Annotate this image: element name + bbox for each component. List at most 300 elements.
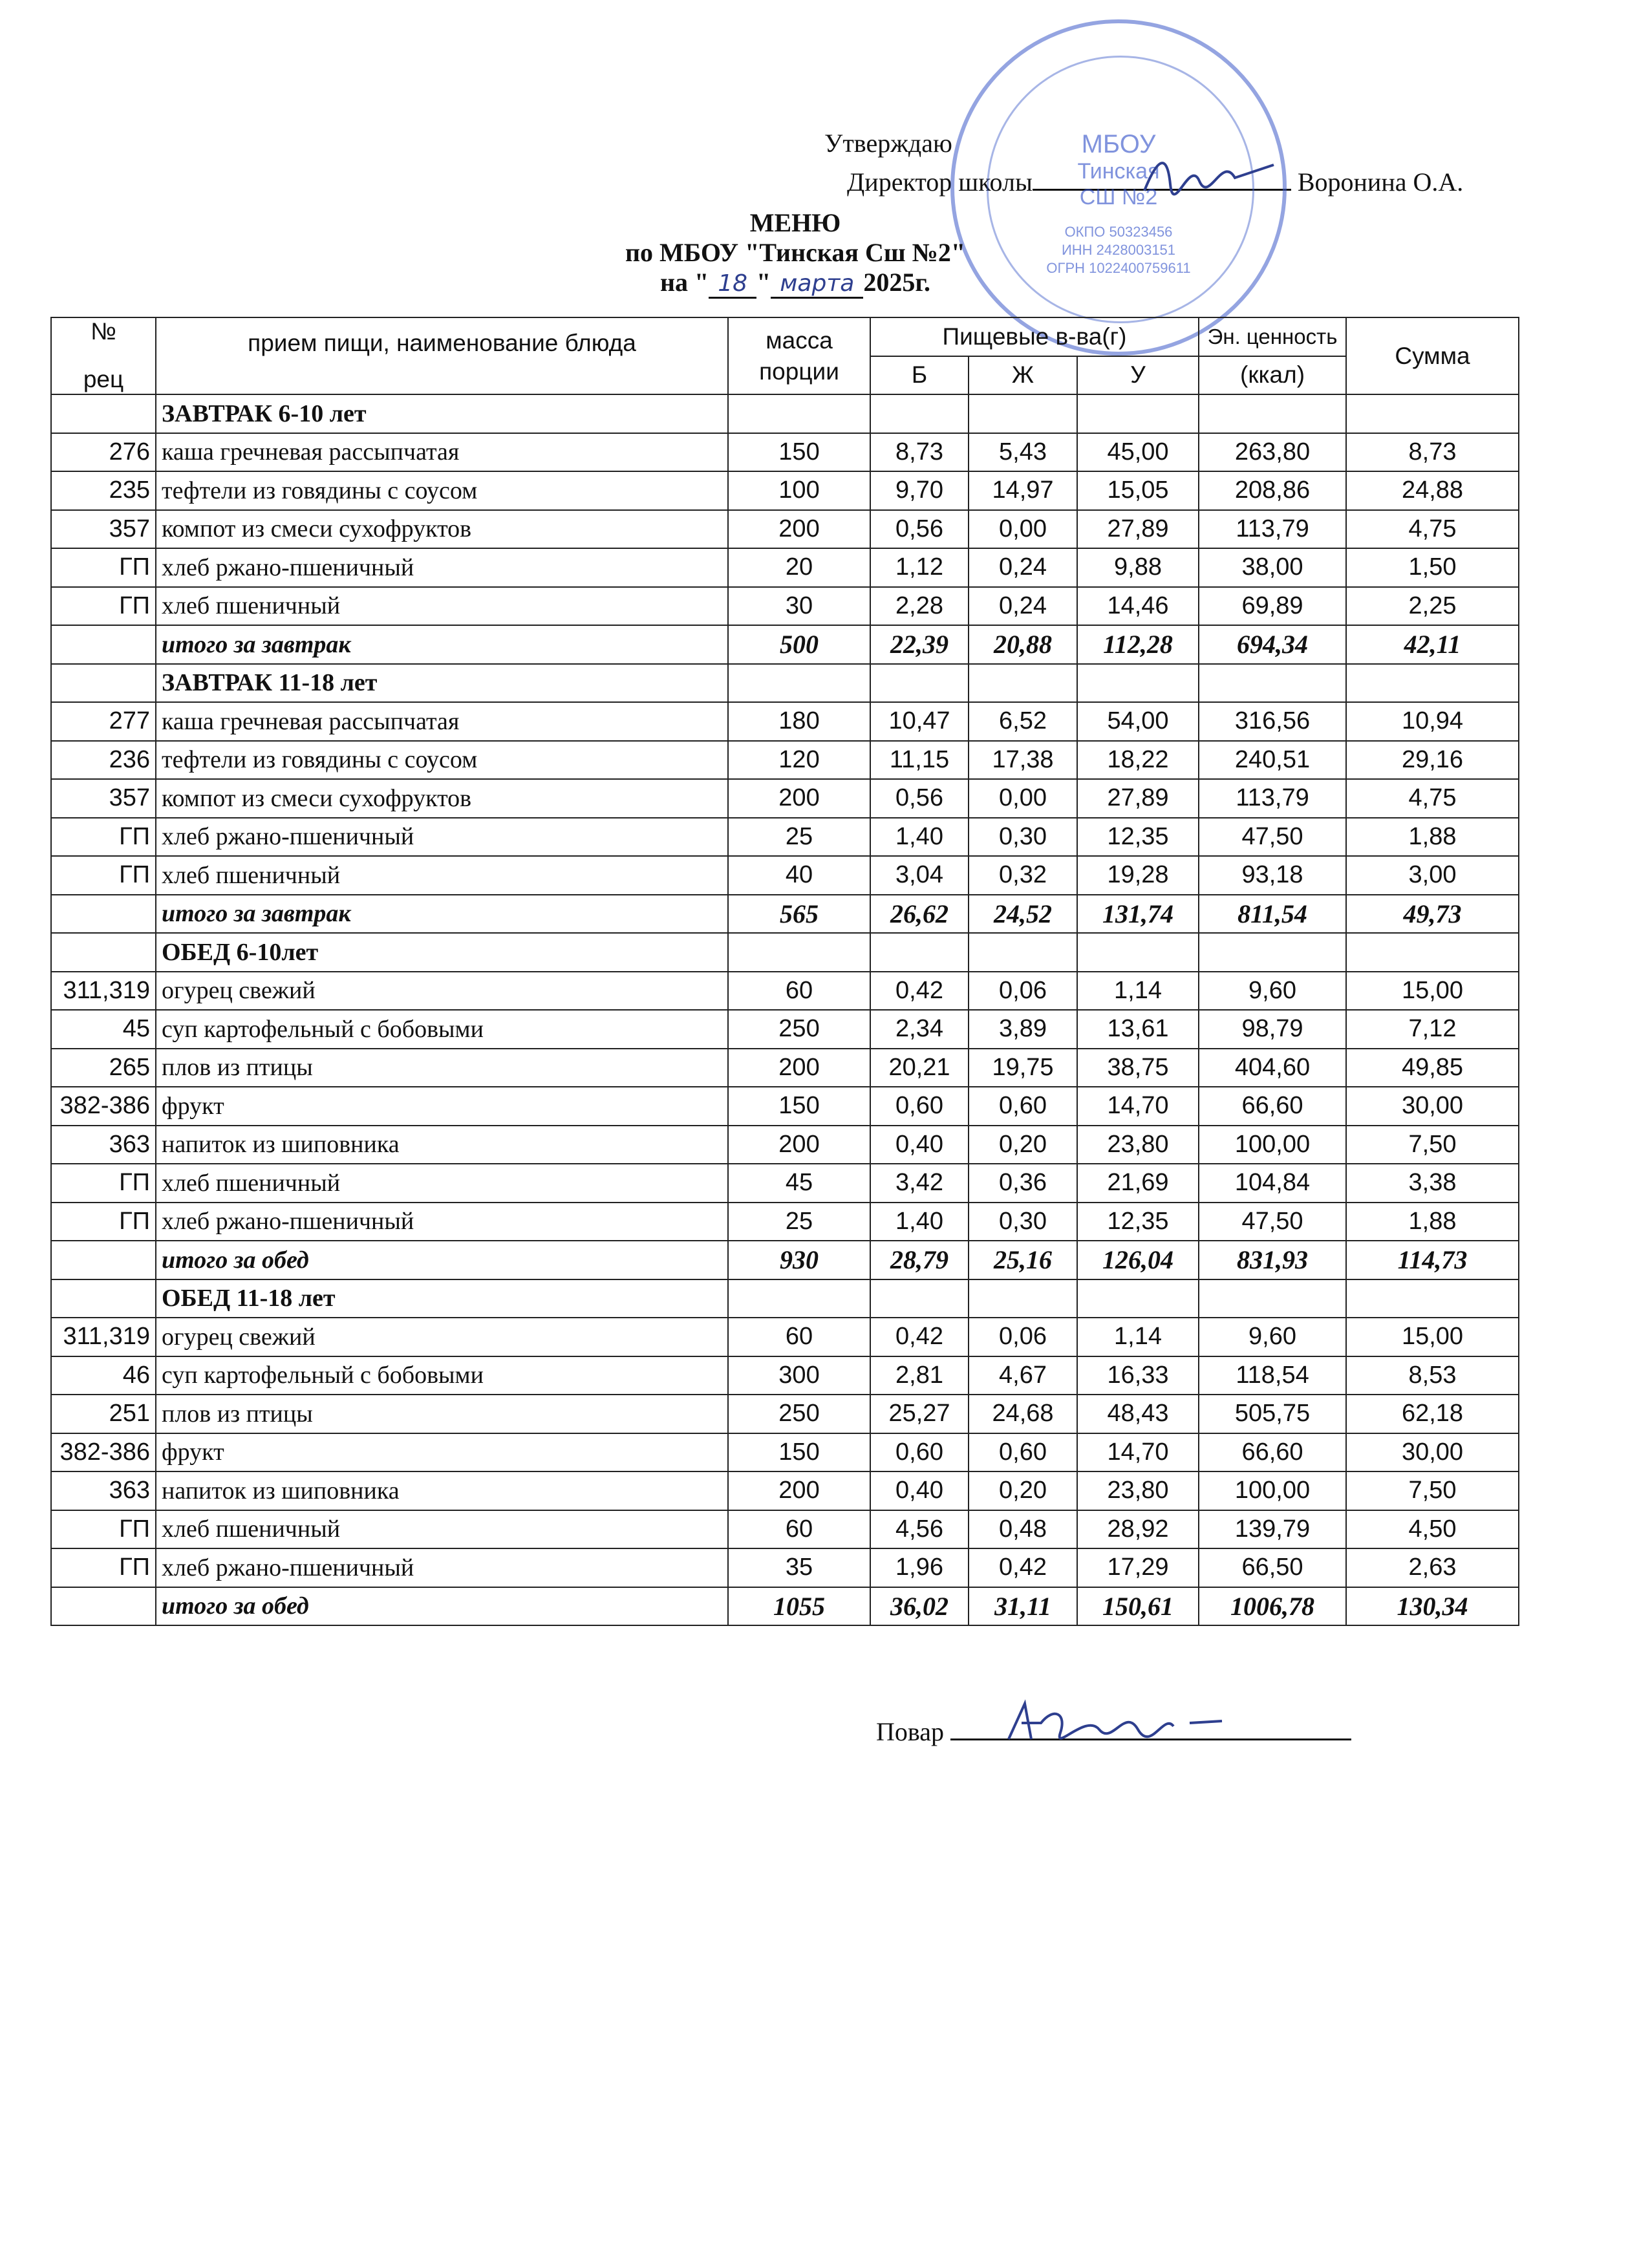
cell-dish-name: итого за завтрак [156, 625, 728, 664]
cell-energy: 66,60 [1199, 1433, 1346, 1472]
table-row [51, 1510, 1519, 1549]
cell-energy [1199, 1279, 1346, 1318]
cell-fat: 19,75 [969, 1049, 1077, 1087]
cell-protein: 2,28 [870, 587, 969, 626]
cell-rec [51, 664, 156, 703]
table-row [51, 1548, 1519, 1587]
stamp-org: МБОУ [1081, 130, 1156, 158]
cell-carbs: 13,61 [1077, 1010, 1199, 1049]
cell-sum: 24,88 [1346, 471, 1519, 510]
cell-energy: 69,89 [1199, 587, 1346, 626]
cell-carbs: 1,14 [1077, 1318, 1199, 1356]
cell-fat: 5,43 [969, 433, 1077, 472]
cell-sum: 4,75 [1346, 779, 1519, 818]
cell-protein: 4,56 [870, 1510, 969, 1549]
cell-dish-name: плов из птицы [156, 1395, 728, 1433]
section-row [51, 664, 1519, 703]
cell-sum [1346, 664, 1519, 703]
cell-carbs: 23,80 [1077, 1471, 1199, 1510]
cell-carbs: 27,89 [1077, 779, 1199, 818]
cell-carbs: 45,00 [1077, 433, 1199, 472]
cell-dish-name: хлеб ржано-пшеничный [156, 1548, 728, 1587]
cell-dish-name: плов из птицы [156, 1049, 728, 1087]
cell-rec: 363 [51, 1126, 156, 1164]
cell-carbs: 150,61 [1077, 1587, 1199, 1626]
cell-dish-name: компот из смеси сухофруктов [156, 510, 728, 549]
cell-dish-name: хлеб пшеничный [156, 856, 728, 895]
cell-sum [1346, 394, 1519, 433]
section-row [51, 933, 1519, 972]
cell-sum: 1,88 [1346, 1203, 1519, 1241]
cell-rec: 357 [51, 510, 156, 549]
cell-fat: 4,67 [969, 1356, 1077, 1395]
cell-sum: 130,34 [1346, 1587, 1519, 1626]
cell-sum [1346, 1279, 1519, 1318]
date-suffix: 2025г. [863, 268, 931, 297]
cell-mass: 25 [728, 1203, 870, 1241]
cell-fat: 0,32 [969, 856, 1077, 895]
cell-fat: 0,24 [969, 548, 1077, 587]
cell-dish-name: напиток из шиповника [156, 1471, 728, 1510]
cell-carbs: 54,00 [1077, 702, 1199, 741]
cell-protein [870, 394, 969, 433]
cell-fat: 0,60 [969, 1433, 1077, 1472]
cell-sum: 8,73 [1346, 433, 1519, 472]
cell-mass: 60 [728, 972, 870, 1011]
cell-energy: 316,56 [1199, 702, 1346, 741]
cell-mass [728, 394, 870, 433]
total-row [51, 1587, 1519, 1626]
cell-energy [1199, 394, 1346, 433]
cell-rec: 357 [51, 779, 156, 818]
table-header-row-1 [51, 317, 1519, 356]
cell-carbs: 27,89 [1077, 510, 1199, 549]
table-row [51, 1203, 1519, 1241]
header-b: Б [870, 356, 969, 395]
cell-rec: 236 [51, 741, 156, 780]
cell-carbs: 18,22 [1077, 741, 1199, 780]
cell-fat: 0,24 [969, 587, 1077, 626]
cell-fat: 0,36 [969, 1164, 1077, 1203]
menu-title-block [530, 208, 1060, 299]
cell-fat: 0,30 [969, 1203, 1077, 1241]
cell-protein: 11,15 [870, 741, 969, 780]
header-rec-top: № [91, 318, 116, 345]
cell-dish-name: тефтели из говядины с соусом [156, 741, 728, 780]
cell-rec: 265 [51, 1049, 156, 1087]
cell-dish-name: итого за обед [156, 1241, 728, 1279]
table-row [51, 1318, 1519, 1356]
cell-energy: 104,84 [1199, 1164, 1346, 1203]
cell-mass: 930 [728, 1241, 870, 1279]
cell-mass: 20 [728, 548, 870, 587]
section-row [51, 394, 1519, 433]
menu-table [50, 317, 1519, 1626]
cell-mass: 60 [728, 1318, 870, 1356]
cell-energy: 694,34 [1199, 625, 1346, 664]
cell-mass: 45 [728, 1164, 870, 1203]
table-row [51, 1356, 1519, 1395]
cell-rec [51, 933, 156, 972]
cell-protein: 3,04 [870, 856, 969, 895]
cell-dish-name: хлеб пшеничный [156, 1510, 728, 1549]
cell-carbs: 14,46 [1077, 587, 1199, 626]
table-row [51, 548, 1519, 587]
cell-sum: 30,00 [1346, 1433, 1519, 1472]
cell-dish-name: огурец свежий [156, 1318, 728, 1356]
cell-mass: 200 [728, 1049, 870, 1087]
cell-carbs: 19,28 [1077, 856, 1199, 895]
cell-fat: 0,60 [969, 1087, 1077, 1126]
director-line [847, 167, 1463, 197]
cell-dish-name: фрукт [156, 1433, 728, 1472]
cell-protein: 25,27 [870, 1395, 969, 1433]
cell-dish-name: суп картофельный с бобовыми [156, 1010, 728, 1049]
cell-energy: 505,75 [1199, 1395, 1346, 1433]
cell-energy: 100,00 [1199, 1126, 1346, 1164]
cell-dish-name: компот из смеси сухофруктов [156, 779, 728, 818]
cell-dish-name: хлеб пшеничный [156, 587, 728, 626]
cell-carbs: 15,05 [1077, 471, 1199, 510]
cell-energy: 9,60 [1199, 972, 1346, 1011]
cell-rec [51, 394, 156, 433]
cell-carbs: 9,88 [1077, 548, 1199, 587]
cell-carbs: 131,74 [1077, 895, 1199, 934]
table-row [51, 510, 1519, 549]
cell-sum: 29,16 [1346, 741, 1519, 780]
total-row [51, 625, 1519, 664]
cell-carbs: 1,14 [1077, 972, 1199, 1011]
cell-dish-name: ОБЕД 11-18 лет [156, 1279, 728, 1318]
cell-rec: 45 [51, 1010, 156, 1049]
table-row [51, 702, 1519, 741]
table-row [51, 433, 1519, 472]
cell-rec: ГП [51, 1203, 156, 1241]
menu-school: по МБОУ "Тинская Сш №2" [625, 238, 966, 267]
cell-sum: 62,18 [1346, 1395, 1519, 1433]
cell-sum: 10,94 [1346, 702, 1519, 741]
table-row [51, 587, 1519, 626]
cell-sum: 3,00 [1346, 856, 1519, 895]
table-row [51, 1126, 1519, 1164]
cell-mass: 250 [728, 1010, 870, 1049]
cell-rec: 311,319 [51, 1318, 156, 1356]
cell-protein: 0,56 [870, 779, 969, 818]
director-signature-line [1033, 169, 1291, 191]
header-zh: Ж [969, 356, 1077, 395]
cell-mass: 200 [728, 1126, 870, 1164]
cell-mass: 120 [728, 741, 870, 780]
cell-mass: 150 [728, 433, 870, 472]
header-nutrients: Пищевые в-ва(г) [870, 317, 1199, 356]
cell-rec: ГП [51, 856, 156, 895]
cell-fat [969, 664, 1077, 703]
header-mass: масса порции [728, 317, 870, 394]
cell-protein: 8,73 [870, 433, 969, 472]
cell-protein: 9,70 [870, 471, 969, 510]
cell-rec [51, 1279, 156, 1318]
menu-date [530, 268, 1060, 299]
table-row [51, 1087, 1519, 1126]
director-label: Директор школы [847, 167, 1033, 197]
table-row [51, 972, 1519, 1011]
cell-carbs: 126,04 [1077, 1241, 1199, 1279]
cell-mass: 200 [728, 1471, 870, 1510]
stamp-name-2: СШ №2 [1079, 185, 1158, 209]
cell-sum: 4,50 [1346, 1510, 1519, 1549]
cell-sum: 49,85 [1346, 1049, 1519, 1087]
header-rec-bottom: рец [83, 366, 124, 392]
cell-protein: 0,60 [870, 1433, 969, 1472]
cell-rec [51, 1241, 156, 1279]
cell-dish-name: хлеб ржано-пшеничный [156, 1203, 728, 1241]
cell-dish-name: тефтели из говядины с соусом [156, 471, 728, 510]
cell-protein: 0,42 [870, 972, 969, 1011]
cook-line [876, 1717, 1351, 1747]
cell-mass [728, 933, 870, 972]
cell-rec: 46 [51, 1356, 156, 1395]
cell-mass: 565 [728, 895, 870, 934]
cell-energy: 47,50 [1199, 818, 1346, 857]
cell-dish-name: суп картофельный с бобовыми [156, 1356, 728, 1395]
cell-energy: 240,51 [1199, 741, 1346, 780]
cell-carbs: 28,92 [1077, 1510, 1199, 1549]
cell-dish-name: ЗАВТРАК 11-18 лет [156, 664, 728, 703]
cell-sum: 7,50 [1346, 1471, 1519, 1510]
cell-fat: 0,48 [969, 1510, 1077, 1549]
cell-carbs: 14,70 [1077, 1087, 1199, 1126]
cell-fat [969, 394, 1077, 433]
cell-fat: 25,16 [969, 1241, 1077, 1279]
cell-fat [969, 1279, 1077, 1318]
cell-energy [1199, 933, 1346, 972]
cell-sum: 15,00 [1346, 972, 1519, 1011]
cell-carbs: 38,75 [1077, 1049, 1199, 1087]
cell-fat: 24,68 [969, 1395, 1077, 1433]
cell-rec [51, 625, 156, 664]
cell-protein: 0,60 [870, 1087, 969, 1126]
cell-dish-name: ЗАВТРАК 6-10 лет [156, 394, 728, 433]
cell-protein: 0,40 [870, 1126, 969, 1164]
menu-table-body [51, 394, 1519, 1625]
cell-protein: 1,96 [870, 1548, 969, 1587]
cell-fat: 0,06 [969, 972, 1077, 1011]
cell-dish-name: напиток из шиповника [156, 1126, 728, 1164]
cell-dish-name: хлеб ржано-пшеничный [156, 548, 728, 587]
cell-mass: 60 [728, 1510, 870, 1549]
cell-fat: 6,52 [969, 702, 1077, 741]
cell-carbs: 23,80 [1077, 1126, 1199, 1164]
cell-sum: 49,73 [1346, 895, 1519, 934]
cell-dish-name: хлеб ржано-пшеничный [156, 818, 728, 857]
cell-protein: 1,40 [870, 1203, 969, 1241]
cell-sum: 15,00 [1346, 1318, 1519, 1356]
date-prefix: на " [659, 268, 709, 297]
cell-fat: 0,42 [969, 1548, 1077, 1587]
cell-energy: 66,50 [1199, 1548, 1346, 1587]
table-row [51, 471, 1519, 510]
date-month: марта [771, 270, 863, 299]
cell-fat: 0,20 [969, 1126, 1077, 1164]
cell-fat: 24,52 [969, 895, 1077, 934]
table-row [51, 1471, 1519, 1510]
cell-protein: 0,56 [870, 510, 969, 549]
cell-mass: 150 [728, 1433, 870, 1472]
cell-protein: 2,34 [870, 1010, 969, 1049]
cell-sum: 8,53 [1346, 1356, 1519, 1395]
cell-fat: 31,11 [969, 1587, 1077, 1626]
cell-mass: 200 [728, 779, 870, 818]
cell-carbs [1077, 933, 1199, 972]
cell-rec: 382-386 [51, 1433, 156, 1472]
cell-carbs: 21,69 [1077, 1164, 1199, 1203]
cell-dish-name: хлеб пшеничный [156, 1164, 728, 1203]
cell-rec [51, 895, 156, 934]
section-row [51, 1279, 1519, 1318]
cell-rec: 363 [51, 1471, 156, 1510]
cell-mass: 200 [728, 510, 870, 549]
cell-protein: 28,79 [870, 1241, 969, 1279]
cell-energy: 263,80 [1199, 433, 1346, 472]
cell-dish-name: ОБЕД 6-10лет [156, 933, 728, 972]
cell-energy: 208,86 [1199, 471, 1346, 510]
cell-sum: 42,11 [1346, 625, 1519, 664]
cell-protein: 10,47 [870, 702, 969, 741]
cell-energy: 404,60 [1199, 1049, 1346, 1087]
cell-sum: 2,25 [1346, 587, 1519, 626]
total-row [51, 1241, 1519, 1279]
menu-title: МЕНЮ [749, 208, 841, 237]
cell-fat: 0,00 [969, 779, 1077, 818]
cell-fat: 20,88 [969, 625, 1077, 664]
cell-mass: 25 [728, 818, 870, 857]
approve-label: Утверждаю [824, 129, 952, 158]
cell-energy: 118,54 [1199, 1356, 1346, 1395]
cell-energy: 113,79 [1199, 510, 1346, 549]
cell-energy: 811,54 [1199, 895, 1346, 934]
header-energy: Эн. ценность [1199, 317, 1346, 356]
cell-energy [1199, 664, 1346, 703]
cell-mass: 40 [728, 856, 870, 895]
header-energy-unit: (ккал) [1199, 356, 1346, 395]
cell-mass: 35 [728, 1548, 870, 1587]
total-row [51, 895, 1519, 934]
cell-rec: ГП [51, 1510, 156, 1549]
cell-mass [728, 664, 870, 703]
cell-sum: 30,00 [1346, 1087, 1519, 1126]
cell-mass: 500 [728, 625, 870, 664]
cell-dish-name: итого за обед [156, 1587, 728, 1626]
cell-fat: 17,38 [969, 741, 1077, 780]
cell-mass: 100 [728, 471, 870, 510]
cell-energy: 1006,78 [1199, 1587, 1346, 1626]
cell-protein: 0,42 [870, 1318, 969, 1356]
cell-energy: 38,00 [1199, 548, 1346, 587]
cell-dish-name: огурец свежий [156, 972, 728, 1011]
cell-mass: 250 [728, 1395, 870, 1433]
cell-mass: 150 [728, 1087, 870, 1126]
table-row [51, 1164, 1519, 1203]
date-day: 18 [709, 270, 756, 299]
cell-protein [870, 933, 969, 972]
table-row [51, 779, 1519, 818]
cell-fat: 0,30 [969, 818, 1077, 857]
table-row [51, 1433, 1519, 1472]
cell-fat: 0,20 [969, 1471, 1077, 1510]
cell-rec: 277 [51, 702, 156, 741]
cell-energy: 93,18 [1199, 856, 1346, 895]
cell-rec: ГП [51, 548, 156, 587]
stamp-ogrn: ОГРН 1022400759611 [1046, 260, 1191, 276]
cell-carbs [1077, 664, 1199, 703]
cell-sum: 7,50 [1346, 1126, 1519, 1164]
cell-protein: 3,42 [870, 1164, 969, 1203]
cell-carbs: 17,29 [1077, 1548, 1199, 1587]
cell-sum: 114,73 [1346, 1241, 1519, 1279]
cell-rec: 235 [51, 471, 156, 510]
header-sum: Сумма [1346, 317, 1519, 394]
cook-signature-line [950, 1719, 1351, 1740]
cell-carbs: 16,33 [1077, 1356, 1199, 1395]
cell-rec: 311,319 [51, 972, 156, 1011]
cell-energy: 139,79 [1199, 1510, 1346, 1549]
cell-dish-name: каша гречневая рассыпчатая [156, 433, 728, 472]
cell-energy: 9,60 [1199, 1318, 1346, 1356]
cell-energy: 66,60 [1199, 1087, 1346, 1126]
header-name: прием пищи, наименование блюда [156, 317, 728, 394]
cell-protein: 20,21 [870, 1049, 969, 1087]
cell-carbs: 12,35 [1077, 1203, 1199, 1241]
cell-rec: 382-386 [51, 1087, 156, 1126]
cell-carbs: 14,70 [1077, 1433, 1199, 1472]
cell-fat [969, 933, 1077, 972]
cell-protein: 1,12 [870, 548, 969, 587]
cell-fat: 0,00 [969, 510, 1077, 549]
cell-protein: 36,02 [870, 1587, 969, 1626]
cell-rec: ГП [51, 818, 156, 857]
cell-energy: 98,79 [1199, 1010, 1346, 1049]
cell-carbs [1077, 394, 1199, 433]
cell-mass: 30 [728, 587, 870, 626]
cell-rec: 251 [51, 1395, 156, 1433]
cell-sum: 4,75 [1346, 510, 1519, 549]
table-row [51, 741, 1519, 780]
table-row [51, 818, 1519, 857]
cell-rec [51, 1587, 156, 1626]
director-name: Воронина О.А. [1297, 167, 1464, 197]
header-rec [51, 317, 156, 394]
cell-rec: 276 [51, 433, 156, 472]
table-row [51, 856, 1519, 895]
cell-energy: 100,00 [1199, 1471, 1346, 1510]
cell-sum: 3,38 [1346, 1164, 1519, 1203]
cell-fat: 14,97 [969, 471, 1077, 510]
header-u: У [1077, 356, 1199, 395]
cell-mass: 300 [728, 1356, 870, 1395]
cell-sum: 1,88 [1346, 818, 1519, 857]
table-row [51, 1049, 1519, 1087]
table-row [51, 1395, 1519, 1433]
cell-protein: 1,40 [870, 818, 969, 857]
cell-carbs: 48,43 [1077, 1395, 1199, 1433]
cell-mass [728, 1279, 870, 1318]
stamp-name-1: Тинская [1077, 159, 1160, 184]
cell-rec: ГП [51, 1164, 156, 1203]
cell-dish-name: каша гречневая рассыпчатая [156, 702, 728, 741]
cell-sum: 2,63 [1346, 1548, 1519, 1587]
cell-mass: 1055 [728, 1587, 870, 1626]
cell-energy: 113,79 [1199, 779, 1346, 818]
